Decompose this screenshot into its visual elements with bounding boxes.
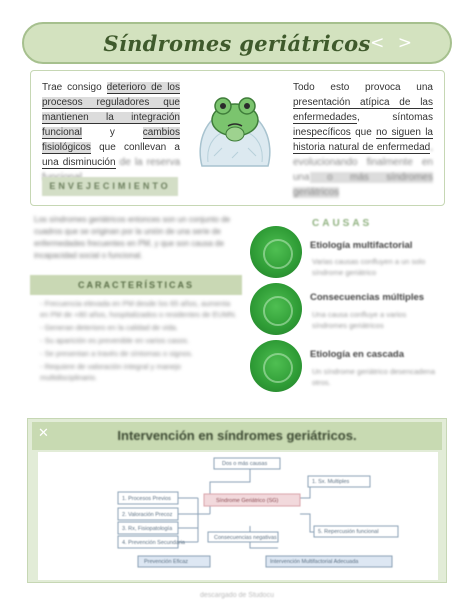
highlight-text: deterioro de los procesos reguladores que mantienen la integración funcional (42, 82, 180, 138)
cause-title: Consecuencias múltiples (310, 292, 425, 303)
highlight-text: cambios fisiológicos (42, 127, 180, 153)
blurred-text: , evolucionando finalmente en una (293, 142, 433, 183)
list-item: - Frecuencia elevada en PM desde los 65 años, aumenta en PM de +80 años, hospitalizados o residentes de EUMN. (40, 298, 240, 320)
top-box-label: Dos o más causas (222, 461, 268, 467)
underline-text: no siguen la historia natural de enfermedad (293, 127, 433, 153)
syndrome-definition: Los síndromes geriátricos entonces son un conjunto de cuadros que se originan por la unión de una serie de enfermedades frecuentes en PM, y que son causa de incapacidad social o funcional. (34, 215, 231, 260)
right-bottom-box-label: 5. Repercusión funcional (318, 529, 379, 535)
envejecimiento-label: ENVEJECIMIENTO (49, 181, 171, 191)
slide-nav (362, 33, 412, 53)
chevron-left-icon[interactable]: < (370, 33, 385, 53)
text-segment: Todo esto provoca una (293, 82, 433, 93)
bottom-left-label: Prevención Eficaz (144, 559, 189, 565)
text-segment: Trae consigo (42, 82, 107, 93)
right-top-box-label: 1. Sx. Multiples (312, 479, 350, 485)
cause-circle-icon (250, 340, 302, 392)
mid-box-label: Síndrome Geriátrico (SG) (216, 498, 279, 504)
underline-text: inespecíficos (293, 127, 351, 138)
left-box-label: 2. Valoración Precoz (122, 512, 173, 518)
chevron-right-icon[interactable]: > (397, 33, 412, 53)
bottom-right-label: Intervención Multifactorial Adecuada (270, 559, 359, 565)
intervencion-title: Intervención en síndromes geriátricos. (117, 428, 357, 443)
intro-right-paragraph (293, 80, 433, 200)
text-segment: y (82, 127, 143, 138)
cause-circle-icon (250, 283, 302, 335)
list-item: - Requiere de valoración integral y manejo multidisciplinario. (40, 361, 240, 383)
list-item: - Generan deterioro en la calidad de vida. (40, 322, 240, 333)
cause-title: Etiología multifactorial (310, 240, 413, 251)
caracteristicas-header: CARACTERÍSTICAS (30, 275, 242, 295)
page-title: Síndromes geriátricos (103, 31, 371, 56)
cause-title: Etiología en cascada (310, 349, 404, 360)
frog-illustration (192, 86, 278, 172)
cause-circle-icon (250, 226, 302, 278)
caracteristicas-list (40, 298, 240, 385)
blurred-text: o más síndromes geriátricos (293, 172, 433, 198)
list-item: - Se presentan a través de síntomas o signos. (40, 348, 240, 359)
title-bar (22, 22, 452, 64)
lower-box-label: Consecuencias negativas (214, 535, 277, 541)
flow-diagram (38, 452, 438, 580)
intro-left-paragraph (42, 80, 180, 185)
text-segment: que (350, 127, 377, 138)
cause-description: Varias causas confluyen a un solo síndrome geriátrico (312, 257, 426, 277)
list-item: - Su aparición es prevenible en varios casos. (40, 335, 240, 346)
blurred-text: de la reserva (119, 157, 181, 168)
footer-watermark: descargado de Studocu (200, 592, 274, 599)
cause-description: Un síndrome geriátrico desencadena otros. (312, 367, 435, 387)
causas-title: CAUSAS (312, 218, 373, 229)
cause-description: Una causa confluye a varios síndromes geriátricos (312, 310, 407, 330)
left-box-label: 1. Procesos Previos (122, 496, 171, 502)
left-box-label: 3. Rx, Fisiopatología (122, 526, 173, 532)
text-segment: que conllevan a (90, 142, 180, 153)
text-segment: , síntomas (356, 112, 433, 123)
close-icon[interactable]: ✕ (38, 425, 49, 440)
intervencion-diagram (38, 452, 438, 580)
underline-text: una disminución (42, 157, 116, 168)
underline-text: presentación atípica de las enfermedades (293, 97, 433, 123)
left-box-label: 4. Prevención Secundaria (122, 540, 185, 546)
